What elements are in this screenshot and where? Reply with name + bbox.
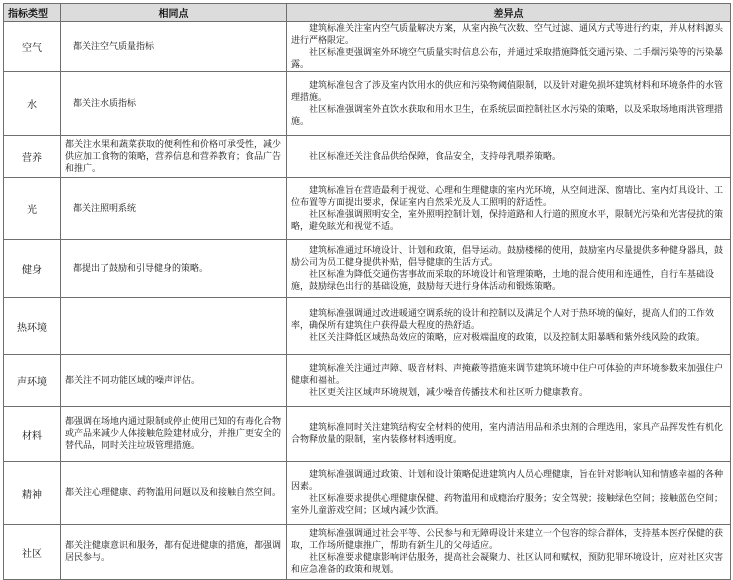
table-row bbox=[4, 136, 731, 178]
difference-paragraph: 建筑标准关注通过声障、吸音材料、声掩蔽等措施来调节建筑环境中住户可体验的声环境参数来加强住户健康和福祉。 bbox=[291, 363, 724, 386]
header-differences: 差异点 bbox=[287, 4, 731, 22]
table-row bbox=[4, 22, 731, 72]
difference-paragraph: 社区标准为降低交通伤害事故而采取的环境设计和管理策略，土地的混合使用和连通性，自行车基础设施，鼓励绿色出行的基础设施，鼓励每天进行身体活动和锻炼策略。 bbox=[291, 269, 715, 292]
table-row bbox=[4, 178, 731, 240]
difference-paragraph: 社区标准要求提供心理健康保健、药物滥用和成瘾治疗服务；安全驾驶；接触绿色空间；接触蓝色空间；室外儿童游戏空间；区域内减少饮酒。 bbox=[291, 494, 724, 516]
difference-cell bbox=[287, 178, 731, 240]
category-cell: 材料 bbox=[4, 407, 61, 462]
similarity-cell: 都关注空气质量指标 bbox=[61, 22, 287, 72]
difference-paragraph: 建筑标准通过环境设计、计划和政策，倡导运动。鼓励楼梯的使用，鼓励室内尽量提供多种健身器具，鼓励公司为员工健身提供补贴，倡导健康的生活方式。 bbox=[291, 245, 724, 268]
similarity-cell: 都关注水果和蔬菜获取的便利性和价格可承受性，减少供应加工食物的策略，营养信息和营养教育；食品广告和推广。 bbox=[61, 136, 287, 178]
table-row bbox=[4, 355, 731, 407]
table-row bbox=[4, 525, 731, 580]
category-cell: 热环境 bbox=[4, 298, 61, 355]
category-cell: 声环境 bbox=[4, 355, 61, 407]
similarity-cell: 都强调在场地内通过限制或停止使用已知的有毒化合物或产品来减少人体接触危险建材成分，并推广更安全的替代品，同时关注垃圾管理措施。 bbox=[61, 407, 287, 462]
header-indicator-type: 指标类型 bbox=[4, 4, 61, 22]
difference-cell bbox=[287, 72, 731, 136]
category-cell: 光 bbox=[4, 178, 61, 240]
difference-cell bbox=[287, 240, 731, 298]
similarity-cell bbox=[61, 298, 287, 355]
table-row bbox=[4, 462, 731, 525]
similarity-cell: 都关注照明系统 bbox=[61, 178, 287, 240]
similarity-cell: 都关注不同功能区域的噪声评估。 bbox=[61, 355, 287, 407]
difference-paragraph: 建筑标准包含了涉及室内饮用水的供应和污染物阈值限制，以及针对避免损坏建筑材料和环境条件的水管理措施。 bbox=[291, 80, 724, 103]
similarity-cell: 都提出了鼓励和引导健身的策略。 bbox=[61, 240, 287, 298]
category-cell: 空气 bbox=[4, 22, 61, 72]
table-row bbox=[4, 298, 731, 355]
difference-paragraph: 建筑标准旨在营造最利于视觉、心理和生理健康的室内光环境，从空间进深、窗墙比、室内灯具设计、工位布置等方面提出要求，保证室内自然采光及人工照明的舒适性。 bbox=[291, 185, 724, 208]
difference-cell bbox=[287, 462, 731, 525]
difference-paragraph: 建筑标准关注室内空气质量解决方案，从室内换气次数、空气过滤、通风方式等进行约束，并从材料源头进行严格限定。 bbox=[291, 23, 724, 46]
header-row bbox=[4, 4, 731, 22]
table-row bbox=[4, 240, 731, 298]
similarity-cell: 都关注心理健康、药物滥用问题以及和接触自然空间。 bbox=[61, 462, 287, 525]
similarity-cell: 都关注健康意识和服务，都有促进健康的措施，都强调居民参与。 bbox=[61, 525, 287, 580]
difference-cell bbox=[287, 22, 731, 72]
difference-paragraph: 建筑标准强调通过社会平等、公民参与和无障碍设计来建立一个包容的综合群体，支持基本医疗保健的获取，工作场所健康推广，帮助有新生儿的父母适应。 bbox=[291, 529, 724, 551]
comparison-table bbox=[3, 3, 731, 580]
difference-paragraph: 建筑标准同时关注建筑结构安全材料的使用，室内清洁用品和杀虫剂的合理选用，家具产品挥发性有机化合物释放量的限制，室内装修材料透明度。 bbox=[291, 423, 724, 445]
difference-cell bbox=[287, 136, 731, 178]
difference-cell bbox=[287, 298, 731, 355]
difference-paragraph: 社区更关注区域声环境规划，减少噪音传播技术和社区听力健康教育。 bbox=[309, 387, 589, 398]
difference-cell bbox=[287, 525, 731, 580]
similarity-cell: 都关注水质指标 bbox=[61, 72, 287, 136]
category-cell: 营养 bbox=[4, 136, 61, 178]
difference-paragraph: 社区标准强调照明安全，室外照明控制计划，保持道路和人行道的照度水平，限制光污染和光害侵扰的策略，避免眩光和视觉不适。 bbox=[291, 209, 724, 232]
difference-paragraph: 建筑标准强调通过政策、计划和设计策略促进建筑内人员心理健康，旨在针对影响认知和情感幸福的各种因素。 bbox=[291, 470, 724, 492]
difference-paragraph: 社区标准要求健康影响评估服务，提高社会凝聚力、社区认同和赋权，预防犯罪环境设计，应对社区灾害和应急准备的政策和规划。 bbox=[291, 553, 724, 575]
difference-paragraph: 社区标准还关注食品供给保障，食品安全，支持母乳喂养策略。 bbox=[309, 151, 562, 162]
table-row bbox=[4, 407, 731, 462]
category-cell: 精神 bbox=[4, 462, 61, 525]
difference-cell bbox=[287, 407, 731, 462]
table-row bbox=[4, 72, 731, 136]
difference-paragraph: 社区标准强调室外直饮水获取和用水卫生，在系统层面控制社区水污染的策略，以及采取场地雨洪管理措施。 bbox=[291, 104, 724, 127]
category-cell: 水 bbox=[4, 72, 61, 136]
header-similarities: 相同点 bbox=[61, 4, 287, 22]
category-cell: 健身 bbox=[4, 240, 61, 298]
difference-paragraph: 社区标准更强调室外环境空气质量实时信息公布，并通过采取措施降低交通污染、二手烟污染等的污染暴露。 bbox=[291, 47, 724, 70]
difference-paragraph: 社区关注降低区域热岛效应的策略，应对极端温度的政策，以及控制太阳暴晒和紫外线风险的政策。 bbox=[309, 333, 706, 343]
difference-cell bbox=[287, 355, 731, 407]
difference-paragraph: 建筑标准强调通过改进暖通空调系统的设计和控制以及满足个人对于热环境的偏好，提高人们的工作效率，确保所有建筑住户获得最大程度的热舒适。 bbox=[291, 309, 715, 331]
category-cell: 社区 bbox=[4, 525, 61, 580]
